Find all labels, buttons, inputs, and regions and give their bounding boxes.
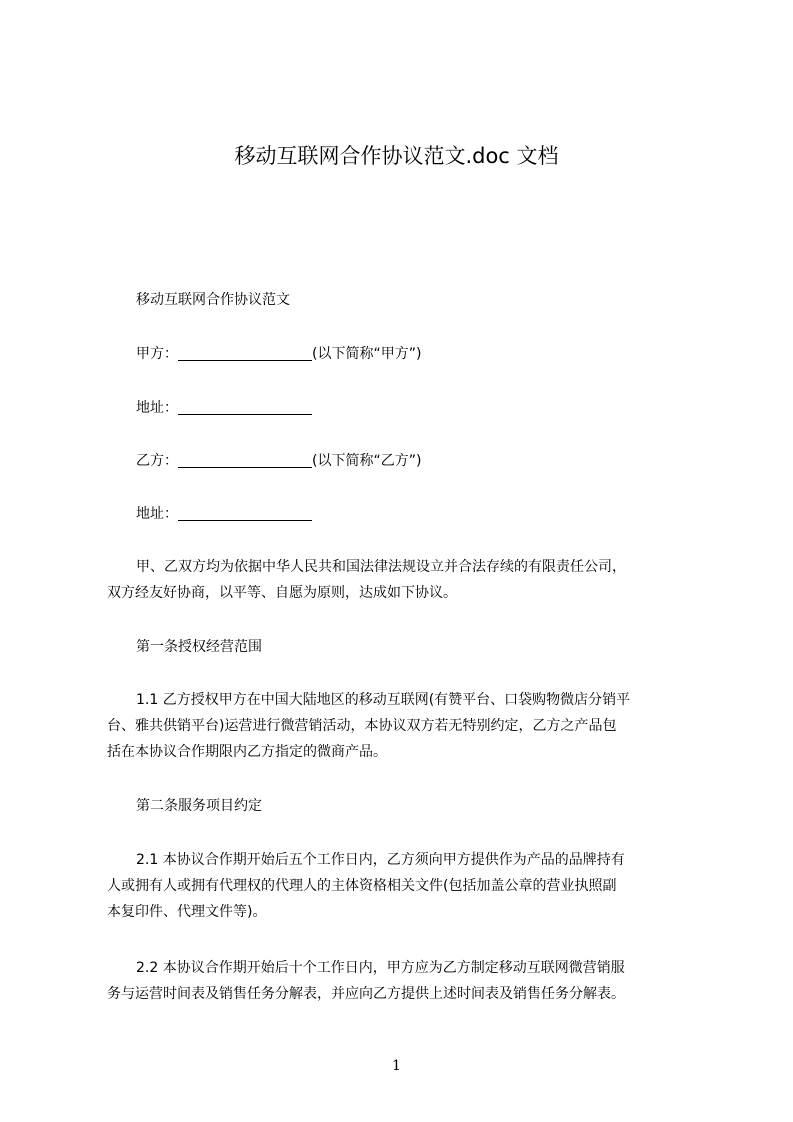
party-a-label: 甲方：	[136, 346, 178, 362]
clause-2-1-line: 2.1 本协议合作期开始后五个工作日内，乙方须向甲方提供作为产品的品牌持有	[136, 852, 625, 868]
clause-2-2-line: 务与运营时间表及销售任务分解表，并应向乙方提供上述时间表及销售任务分解表。	[107, 986, 625, 1002]
clause-1-1-paragraph	[107, 687, 693, 765]
address-b-line	[136, 504, 312, 524]
address-b-blank	[178, 504, 312, 521]
party-b-blank	[178, 451, 312, 468]
clause-1-1-line: 1.1 乙方授权甲方在中国大陆地区的移动互联网(有赞平台、口袋购物微店分销平	[136, 692, 631, 708]
article-1-heading: 第一条授权经营范围	[136, 639, 262, 655]
document-subtitle: 移动互联网合作协议范文	[136, 292, 290, 308]
clause-2-1-line: 人或拥有人或拥有代理权的代理人的主体资格相关文件(包括加盖公章的营业执照副	[107, 878, 617, 894]
preamble-line: 双方经友好协商，以平等、自愿为原则，达成如下协议。	[107, 585, 457, 601]
preamble-paragraph	[107, 554, 693, 606]
address-a-line	[136, 398, 312, 418]
party-b-label: 乙方：	[136, 453, 178, 469]
party-a-line	[136, 344, 421, 364]
preamble-line: 甲、乙双方均为依据中华人民共和国法律法规设立并合法存续的有限责任公司，	[136, 559, 626, 575]
clause-2-1-paragraph	[107, 847, 693, 925]
clause-1-1-line: 括在本协议合作期限内乙方指定的微商产品。	[107, 744, 387, 760]
article-2-heading: 第二条服务项目约定	[136, 798, 262, 814]
clause-2-1-line: 本复印件、代理文件等)。	[107, 904, 267, 920]
clause-1-1-line: 台、雅共供销平台)运营进行微营销活动，本协议双方若无特别约定，乙方之产品包	[107, 718, 617, 734]
clause-2-2-paragraph	[107, 955, 693, 1007]
address-a-blank	[178, 398, 312, 415]
address-b-label: 地址：	[136, 506, 178, 522]
document-title: 移动互联网合作协议范文.doc 文档	[234, 144, 559, 168]
address-a-label: 地址：	[136, 400, 178, 416]
party-a-blank	[178, 344, 312, 361]
party-a-suffix: (以下简称“甲方”)	[312, 346, 422, 362]
page-number: 1	[392, 1058, 401, 1074]
party-b-line	[136, 451, 421, 471]
clause-2-2-line: 2.2 本协议合作期开始后十个工作日内，甲方应为乙方制定移动互联网微营销服	[136, 960, 625, 976]
party-b-suffix: (以下简称“乙方”)	[312, 453, 422, 469]
